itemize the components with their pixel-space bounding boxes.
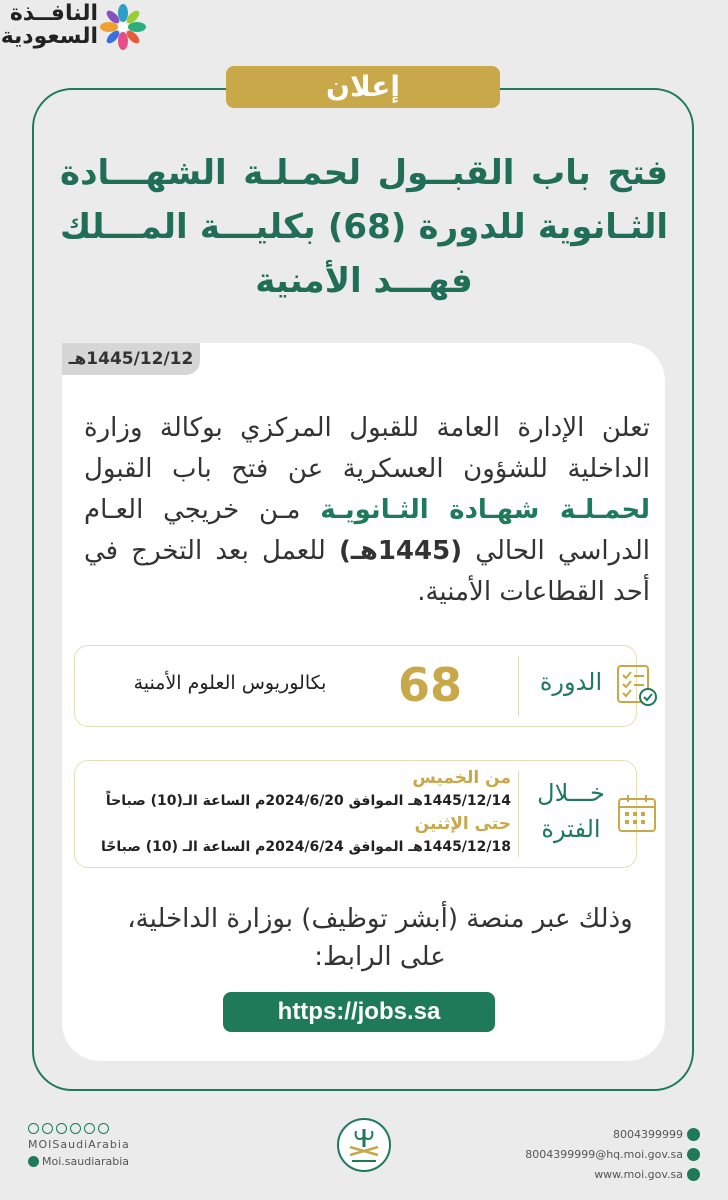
period-to-detail: 1445/12/18هـ الموافق 2024/6/24م الساعة الـ (10) صباحًا <box>101 839 511 855</box>
website-url: www.moi.gov.sa <box>594 1167 683 1181</box>
body-year: (1445هـ) <box>339 536 463 566</box>
facebook-icon[interactable] <box>42 1123 53 1134</box>
period-to-heading: حتى الإثنين <box>414 814 511 834</box>
course-label: الدورة <box>539 668 603 696</box>
telegram-icon[interactable] <box>98 1123 109 1134</box>
phone-icon <box>687 1128 700 1141</box>
platform-text-line-2: على الرابط: <box>314 942 446 972</box>
platform-text-line-1: وذلك عبر منصة (أبشر توظيف) بوزارة الداخلية، <box>127 904 633 934</box>
contact-phone[interactable] <box>520 1124 700 1144</box>
social-footer <box>28 1123 130 1168</box>
jobs-link-button[interactable]: https://jobs.sa <box>223 992 495 1032</box>
period-divider <box>518 771 519 857</box>
contact-website[interactable] <box>520 1164 700 1184</box>
period-from-detail: 1445/12/14هـ الموافق 2024/6/20م الساعة الـ(10) صباحاً <box>105 793 511 809</box>
calendar-icon <box>615 791 659 837</box>
phone-number: 8004399999 <box>613 1127 683 1141</box>
body-highlight: لحمـلـة شهـادة الثـانويـة <box>320 495 650 525</box>
email-address: 8004399999@hq.moi.gov.sa <box>525 1147 683 1161</box>
period-label <box>530 775 612 847</box>
mail-icon <box>687 1148 700 1161</box>
period-label-line-1: خـــلال <box>537 779 605 807</box>
body-part-1: تعلن الإدارة العامة للقبول المركزي بوكالة وزارة الداخلية للشؤون العسكرية عن فتح باب القبول <box>84 413 650 484</box>
youtube-icon[interactable] <box>84 1123 95 1134</box>
ministry-emblem-icon <box>336 1117 392 1173</box>
social-handle[interactable]: MOISaudiArabia <box>28 1138 130 1151</box>
period-from-heading: من الخميس <box>412 768 511 788</box>
announcement-label: إعلان <box>226 66 500 108</box>
course-name: بكالوريوس العلوم الأمنية <box>133 672 327 694</box>
period-label-line-2: الفترة <box>541 815 601 843</box>
course-box <box>74 645 637 727</box>
logo-line-1: النافــذة <box>9 1 98 26</box>
period-details <box>85 767 511 859</box>
period-box <box>74 760 637 868</box>
body-part-2: مـن خريجي العـام الدراسي الحالي <box>84 495 650 566</box>
snapchat-handle-row[interactable] <box>28 1155 130 1168</box>
course-divider <box>518 656 519 716</box>
social-icons <box>28 1123 130 1134</box>
date-tab: 1445/12/12هـ <box>62 343 200 375</box>
flower-logo-icon <box>100 4 146 50</box>
x-icon[interactable] <box>28 1123 39 1134</box>
snapchat-handle: Moi.saudiarabia <box>42 1155 130 1168</box>
tiktok-icon[interactable] <box>70 1123 81 1134</box>
site-logo <box>0 0 148 56</box>
globe-icon <box>687 1168 700 1181</box>
logo-text <box>2 2 98 48</box>
logo-line-2: السعودية <box>0 24 98 49</box>
snapchat-icon <box>28 1156 39 1167</box>
course-number: 68 <box>397 658 462 712</box>
announcement-body <box>84 408 650 613</box>
platform-text <box>120 900 640 976</box>
checklist-icon <box>615 662 659 708</box>
contact-email[interactable] <box>520 1144 700 1164</box>
headline: فتح باب القبــول لحمـلـة الشهـــادة الثـانوية للدورة (68) بكليـــة المـــلك فهـــد الأمنية <box>60 153 668 301</box>
body-part-3: للعمل بعد التخرج في أحد القطاعات الأمنية. <box>84 536 650 607</box>
contact-footer <box>520 1124 700 1184</box>
instagram-icon[interactable] <box>56 1123 67 1134</box>
